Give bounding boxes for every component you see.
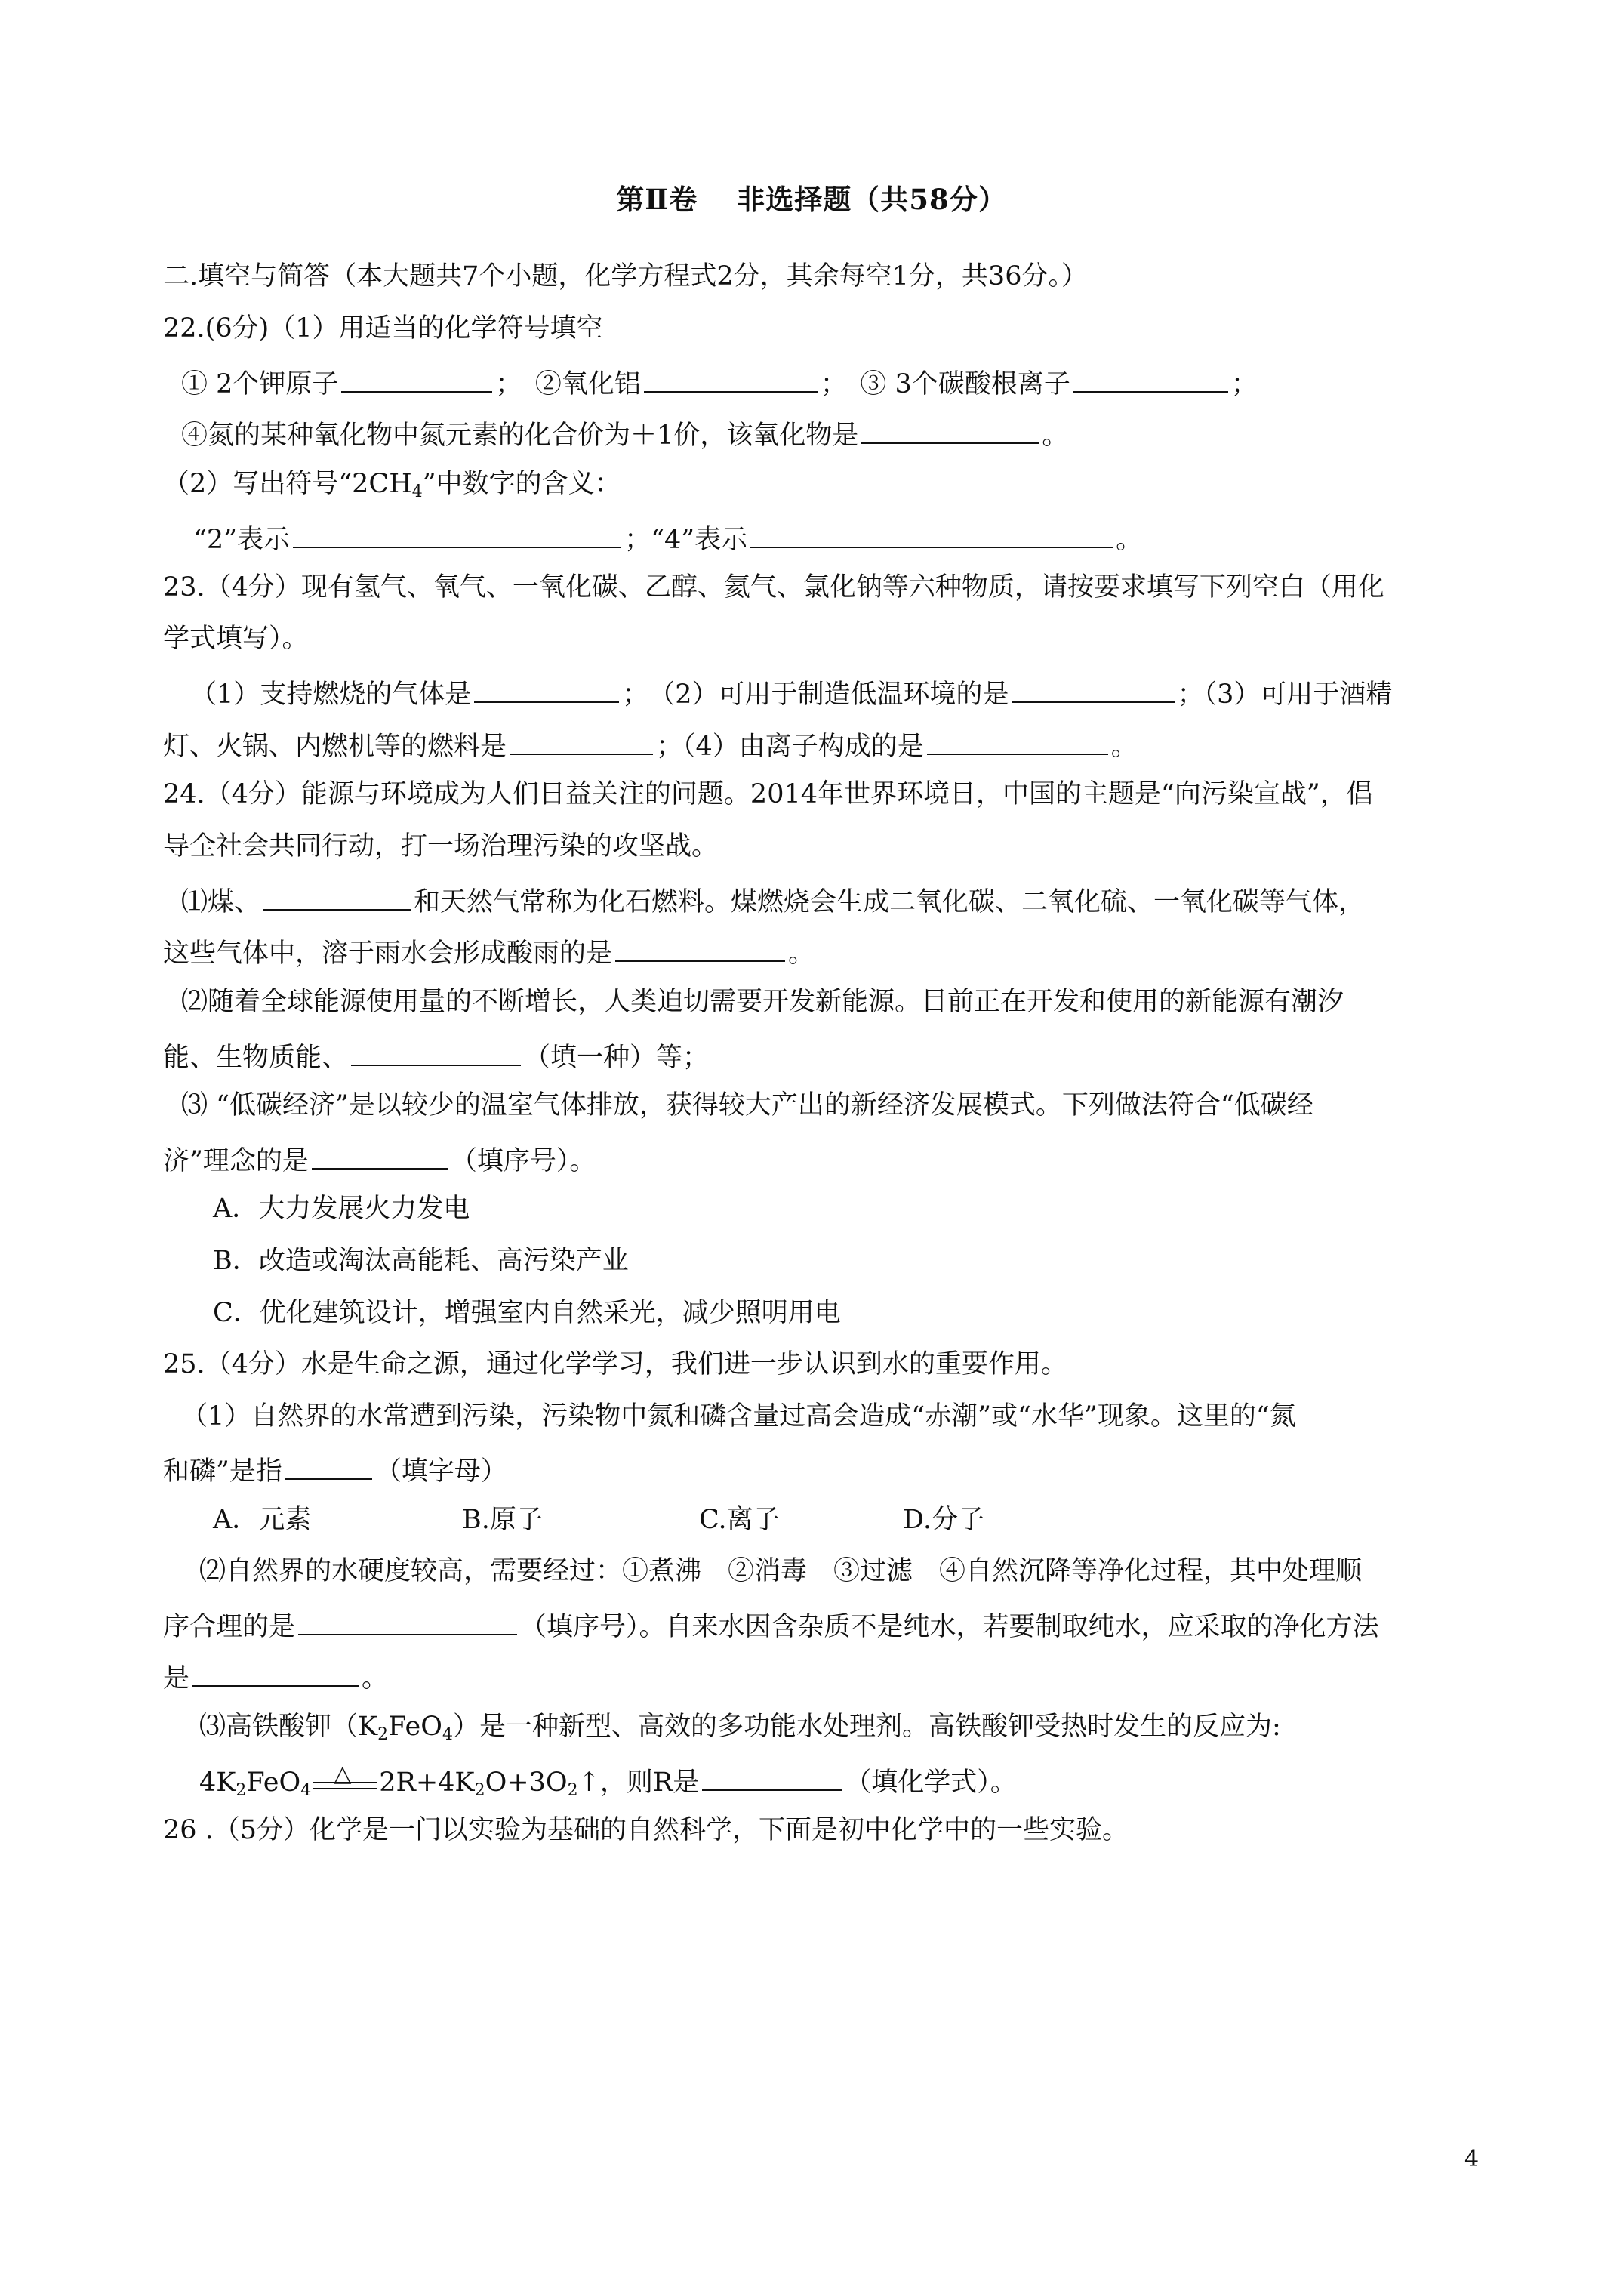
- punctuation: 。: [1110, 732, 1138, 762]
- q23-line-4: [163, 725, 1138, 765]
- q24-part3-hint: （填序号）。: [450, 1146, 596, 1176]
- q22-part2-text-end: ”中数字的含义：: [422, 469, 621, 499]
- q24-option-b: B．改造或淘汰高能耗、高污染产业: [213, 1246, 629, 1276]
- q25-part3-text: ⑶高铁酸钾（K: [199, 1712, 378, 1742]
- q25-equation: [199, 1761, 1017, 1801]
- subscript: 2: [474, 1781, 485, 1800]
- q25-option-a: A．元素: [213, 1505, 312, 1535]
- q23-item-1: （1）支持燃烧的气体是: [190, 680, 472, 710]
- subscript: 2: [236, 1781, 247, 1800]
- punctuation: 。: [788, 938, 815, 969]
- answer-blank[interactable]: [750, 518, 1113, 548]
- q22-item-2: ； ②氧化铝: [495, 369, 641, 399]
- q26-line-1: 26 .（5分）化学是一门以实验为基础的自然科学，下面是初中化学中的一些实验。: [163, 1815, 1129, 1845]
- q24-option-a: A．大力发展火力发电: [213, 1194, 470, 1224]
- subscript: 4: [411, 482, 423, 501]
- answer-blank[interactable]: [312, 1139, 448, 1170]
- answer-blank[interactable]: [644, 362, 818, 393]
- q24-line-3: [181, 880, 1365, 920]
- answer-blank[interactable]: [702, 1761, 842, 1791]
- q24-line-2: 导全社会共同行动，打一场治理污染的攻坚战。: [163, 831, 719, 861]
- punctuation: 。: [1042, 421, 1069, 451]
- q25-option-c: C.离子: [699, 1505, 780, 1535]
- q22-line-3: [163, 466, 621, 502]
- q24-line-6: [163, 1036, 709, 1076]
- equals-bar-bottom: [313, 1788, 377, 1789]
- q25-part2-end: 序合理的是: [163, 1612, 296, 1642]
- answer-blank[interactable]: [861, 414, 1039, 444]
- answer-blank[interactable]: [615, 932, 785, 962]
- q25-line-7: [163, 1657, 388, 1697]
- q22-line-1: [181, 362, 1258, 402]
- punctuation: 。: [1116, 525, 1143, 555]
- answer-blank[interactable]: [927, 725, 1108, 755]
- q22-line-2: [181, 414, 1068, 454]
- q24-line-8: [163, 1139, 596, 1179]
- eq-term: ↑，则R是: [577, 1767, 700, 1798]
- punctuation: ；: [1230, 369, 1258, 399]
- eq-term: 4K: [199, 1767, 236, 1798]
- q23-line-3: [190, 673, 1392, 713]
- answer-blank[interactable]: [351, 1036, 521, 1066]
- q23-item-4: ；（4）由离子构成的是: [656, 732, 924, 762]
- q24-line-1: 24.（4分）能源与环境成为人们日益关注的问题。2014年世界环境日，中国的主题是“向污染宣战”，倡: [163, 779, 1373, 809]
- q24-part2-end: 能、生物质能、: [163, 1043, 349, 1073]
- answer-blank[interactable]: [293, 518, 621, 548]
- answer-blank[interactable]: [263, 880, 411, 911]
- q22-line-4: [193, 518, 1142, 558]
- q25-option-d: D.分子: [903, 1505, 984, 1535]
- q24-option-c: C．优化建筑设计，增强室内自然采光，减少照明用电: [213, 1298, 841, 1328]
- q24-line-5: ⑵随着全球能源使用量的不断增长，人类迫切需要开发新能源。目前正在开发和使用的新能源有潮汐: [181, 987, 1344, 1017]
- punctuation: 。: [362, 1663, 389, 1693]
- q25-option-b: B.原子: [462, 1505, 543, 1535]
- q25-part3-hint: （填化学式）。: [845, 1767, 1017, 1798]
- answer-blank[interactable]: [192, 1657, 359, 1687]
- q22-meaning-2: “2”表示: [193, 525, 291, 555]
- q25-line-1: 25.（4分）水是生命之源，通过化学学习，我们进一步认识到水的重要作用。: [163, 1349, 1067, 1379]
- answer-blank[interactable]: [341, 362, 492, 393]
- q25-part2-cont: （填序号）。自来水因含杂质不是纯水，若要制取纯水，应采取的净化方法: [520, 1612, 1379, 1642]
- q25-part2-final: 是: [163, 1663, 190, 1693]
- q25-part3-text: ）是一种新型、高效的多功能水处理剂。高铁酸钾受热时发生的反应为:: [452, 1712, 1281, 1742]
- answer-blank[interactable]: [1073, 362, 1228, 393]
- q22-item-1: ① 2个钾原子: [181, 369, 339, 399]
- q22-meaning-4: ；“4”表示: [624, 525, 748, 555]
- q23-line-2: 学式填写）。: [163, 624, 309, 654]
- q24-line-4: [163, 932, 815, 972]
- section-header: 二.填空与简答（本大题共7个小题，化学方程式2分，其余每空1分，共36分。）: [163, 261, 1088, 291]
- q24-part2-hint: （填一种）等；: [524, 1043, 710, 1073]
- q22-item-3: ； ③ 3个碳酸根离子: [820, 369, 1070, 399]
- subscript: 4: [300, 1781, 312, 1800]
- q24-part1: ⑴煤、: [181, 887, 261, 917]
- eq-term: O+3O: [485, 1767, 568, 1798]
- q23-item-3-end: 灯、火锅、内燃机等的燃料是: [163, 732, 507, 762]
- eq-term: FeO: [246, 1767, 301, 1798]
- q25-part3-text: FeO: [388, 1712, 442, 1742]
- q24-part3-end: 济”理念的是: [163, 1146, 309, 1176]
- answer-blank[interactable]: [1012, 673, 1175, 703]
- answer-blank[interactable]: [298, 1605, 517, 1635]
- subscript: 2: [567, 1781, 578, 1800]
- section-title: 第Ⅱ卷 非选择题（共58分）: [616, 183, 1007, 216]
- q24-line-7: ⑶ “低碳经济”是以较少的温室气体排放，获得较大产出的新经济发展模式。下列做法符合“低碳经: [181, 1090, 1313, 1120]
- delta-symbol: △: [334, 1761, 352, 1787]
- equals-bar-top: [313, 1782, 377, 1783]
- q25-line-3: [163, 1450, 507, 1490]
- q22-heading: 22.(6分)（1）用适当的化学符号填空: [163, 313, 603, 344]
- answer-blank[interactable]: [510, 725, 653, 755]
- q22-part2-text: （2）写出符号“2CH: [163, 469, 412, 499]
- q25-line-5: ⑵自然界的水硬度较高，需要经过：①煮沸 ②消毒 ③过滤 ④自然沉降等净化过程，其中处理顺: [199, 1556, 1363, 1586]
- q25-part1-hint: （填字母）: [374, 1456, 507, 1487]
- q25-line-8: [199, 1709, 1281, 1745]
- q25-line-6: [163, 1605, 1379, 1645]
- q23-item-2: ； （2）可用于制造低温环境的是: [622, 680, 1009, 710]
- q25-part1-end: 和磷”是指: [163, 1456, 282, 1487]
- heat-condition-sign: [311, 1761, 379, 1794]
- answer-blank[interactable]: [474, 673, 619, 703]
- q24-part1-cont: 和天然气常称为化石燃料。煤燃烧会生成二氧化碳、二氧化硫、一氧化碳等气体，: [414, 887, 1366, 917]
- page-number: 4: [1464, 2146, 1480, 2172]
- subscript: 2: [377, 1725, 389, 1744]
- answer-blank[interactable]: [285, 1450, 372, 1480]
- eq-term: 2R+4K: [379, 1767, 475, 1798]
- q24-part1-end: 这些气体中，溶于雨水会形成酸雨的是: [163, 938, 613, 969]
- q23-item-3: ；（3）可用于酒精: [1177, 680, 1393, 710]
- q22-item-4: ④氮的某种氧化物中氮元素的化合价为＋1价，该氧化物是: [181, 421, 859, 451]
- q23-line-1: 23.（4分）现有氢气、氧气、一氧化碳、乙醇、氦气、氯化钠等六种物质，请按要求填写下列空白（用化: [163, 572, 1384, 603]
- q25-line-2: （1）自然界的水常遭到污染，污染物中氮和磷含量过高会造成“赤潮”或“水华”现象。这里的“氮: [181, 1401, 1296, 1432]
- subscript: 4: [442, 1725, 453, 1744]
